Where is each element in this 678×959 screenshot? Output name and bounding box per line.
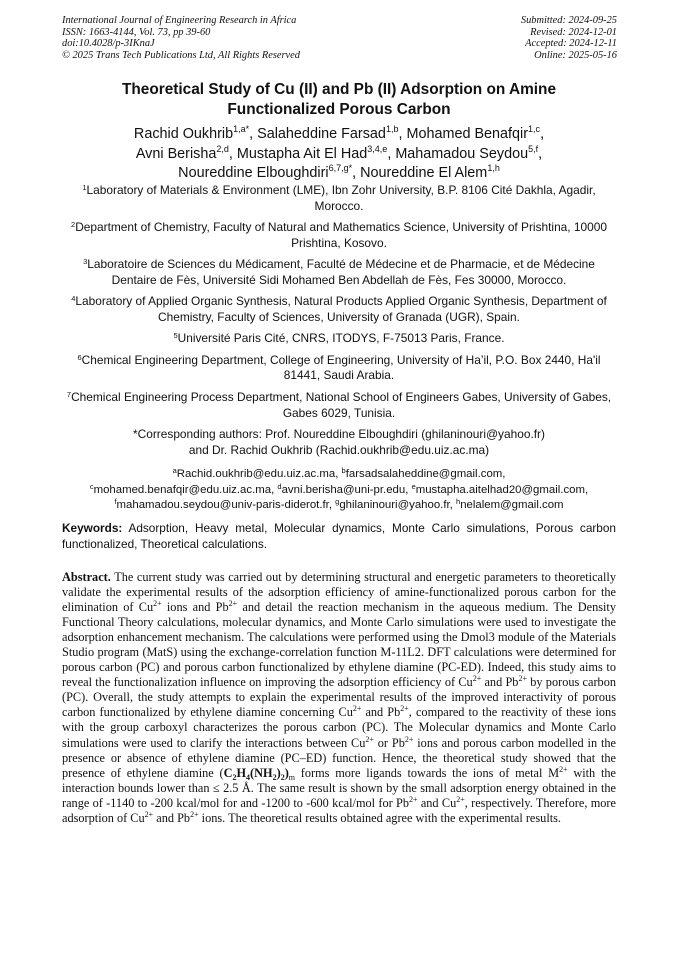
email-marker: e [411, 481, 416, 491]
online-date: Online: 2025-05-16 [534, 50, 617, 62]
email-address: farsadsalaheddine@gmail.com, [345, 468, 506, 481]
email-address: nelalem@gmail.com [460, 499, 564, 512]
author-affiliation-marker: 1,a* [233, 124, 250, 134]
affiliation [62, 331, 616, 347]
affiliation [62, 353, 616, 385]
author-name: Salaheddine Farsad [257, 126, 386, 142]
issn-line: ISSN: 1663-4144, Vol. 73, pp 39-60 [62, 26, 211, 38]
abstract-text: ions. The theoretical results obtained agree with the experimental results. [198, 810, 562, 825]
affiliation [62, 257, 616, 289]
abstract-text: , compared to the reactivity of these ions with the group carboxyl characterizes the porous carbon (PC). The Molecular dynamics and Monte Carlo simulations were used to clarify the interactions between Cu [62, 705, 616, 750]
affiliations [62, 183, 616, 513]
affiliation-number: 4 [71, 294, 76, 304]
email-address: mohamed.benafqir@edu.uiz.ac.ma, [93, 483, 278, 496]
affiliation-number: 2 [71, 220, 76, 230]
abstract-text: and Cu [417, 795, 457, 810]
abstract-text: forms more ligands towards the ions of metal M [295, 765, 560, 780]
author-emails [62, 467, 616, 513]
ion-charge: 2+ [404, 734, 414, 744]
ion-charge: 2+ [352, 704, 362, 714]
abstract-text: by porous carbon (PC). Overall, the study attempts to explain the experimental results of the improved interactivity of porous carbon functionalized by ethylene diamine concerning Cu [62, 675, 616, 720]
affiliation-text: Chemical Engineering Process Department, National School of Engineers Gabes, University of Gabes, Gabes 6029, Tunisia. [71, 389, 612, 420]
author-separator: , [538, 145, 543, 162]
author-separator: , [387, 145, 396, 162]
formula-subscript: 2 [232, 772, 237, 782]
abstract-text: The current study was carried out by determining structural and energetic parameters to theoretically validate the experimental results of the adsorption efficiency of amine-functionalized porous carbon for the elimination of Cu [62, 570, 616, 615]
formula-part: ) [276, 765, 281, 780]
keywords-label: Keywords: [62, 521, 123, 535]
ion-charge: 2+ [228, 599, 238, 609]
ion-charge: 2+ [400, 704, 409, 714]
author-name: Mahamadou Seydou [395, 145, 529, 162]
affiliation [62, 183, 616, 215]
author [257, 126, 406, 142]
author [406, 126, 544, 142]
affiliation-text: Chemical Engineering Department, College of Engineering, University of Ha’il, P.O. Box 2440, Ha'il 81441, Saudi Arabia. [81, 352, 601, 383]
author-affiliation-marker: 1,h [487, 163, 500, 173]
author-affiliation-marker: 1,b [385, 124, 399, 134]
author [135, 143, 237, 162]
ion-charge: 2+ [144, 809, 154, 819]
ion-charge: 2+ [153, 599, 162, 609]
revised-date: Revised: 2024-12-01 [530, 26, 617, 38]
author-affiliation-marker: 2,d [216, 143, 229, 154]
copyright-line: © 2025 Trans Tech Publications Ltd, All Rights Reserved [62, 50, 300, 62]
email-address: Rachid.oukhrib@edu.uiz.ac.ma, [176, 468, 342, 481]
abstract-text: and Pb [361, 705, 401, 720]
keywords [62, 520, 616, 552]
email-marker: h [456, 497, 461, 507]
doi-line: doi:10.4028/p-3IKnaJ [62, 38, 155, 50]
affiliation-number: 3 [83, 257, 88, 267]
corresponding-line-1: *Corresponding authors: Prof. Noureddine Elboughdiri (ghilaninouri@yahoo.fr) [133, 426, 545, 441]
ion-charge: 2+ [365, 734, 374, 744]
ion-charge: 2+ [559, 764, 568, 774]
formula-subscript: 2 [280, 772, 285, 782]
abstract-label: Abstract. [62, 570, 111, 584]
email-marker: c [89, 481, 94, 491]
abstract-text: and Pb [153, 810, 191, 825]
affiliation-number: 1 [82, 183, 87, 192]
accepted-date: Accepted: 2024-12-11 [525, 38, 617, 50]
author-separator: , [352, 165, 361, 181]
author-separator: , [228, 145, 237, 162]
affiliation-text: Laboratory of Materials & Environment (LME), Ibn Zohr University, B.P. 8106 Cité Dakhla, Agadir, Morocco. [86, 183, 596, 213]
formula-subscript: 4 [246, 772, 251, 782]
formula-part: ) [284, 765, 289, 780]
abstract-text: ions and Pb [161, 600, 229, 615]
ion-charge: 2+ [409, 794, 418, 804]
email-address: ghilaninouri@yahoo.fr, [339, 499, 457, 512]
affiliation-text: Department of Chemistry, Faculty of Natural and Mathematics Science, University of Prishtina, 10000 Prishtina, Kosovo. [75, 220, 607, 250]
ion-charge: 2+ [518, 674, 527, 684]
author-name: Noureddine El Alem [360, 165, 488, 181]
author-separator: , [540, 126, 545, 142]
abstract-text: , respectively. Therefore, more adsorption of Cu [62, 795, 616, 825]
abstract-text: or Pb [373, 735, 405, 750]
affiliation-text: Laboratory of Applied Organic Synthesis, Natural Products Applied Organic Synthesis, Department of Chemistry, Faculty of Sciences, University of Granada (UGR), Spain. [75, 294, 607, 325]
formula-subscript: m [288, 772, 296, 782]
author-name: Avni Berisha [135, 145, 217, 162]
journal-name: International Journal of Engineering Research in Africa [62, 15, 297, 26]
formula-part: C [223, 765, 233, 780]
abstract-text: with the interaction bounds lower than ≤ 2.5 Å. The same result is shown by the small adsorption energy obtained in the range of -1140 to -200 kcal/mol for and -1200 to -600 kcal/mol for Pb [62, 765, 616, 810]
ion-charge: 2+ [472, 674, 482, 684]
email-marker: d [277, 481, 282, 491]
abstract-text: and detail the reaction mechanism in the aqueous medium. The Density Functional Theory calculations, molecular dynamics, and Monte Carlo simulations were used to investigate the adsorption enhancement mechanism. The calculations were performed using the Dmol3 module of the Materials Studio program (MatS) using the exchange-correlation function M-11L2. DFT calculations were determined for porous carbon (PC) and porous carbon functionalized by ethylene diamine (PC-ED). Indeed, this study aims to reveal the functionalization influence on improving the adsorption efficiency of Cu [62, 600, 616, 690]
email-marker: g [335, 497, 340, 507]
author-name: Rachid Oukhrib [133, 126, 234, 142]
email-address: mustapha.aitelhad20@gmail.com, [415, 483, 589, 496]
author-name: Noureddine Elboughdiri [178, 165, 329, 181]
ethylene-diamine-formula [224, 766, 289, 780]
email-marker: a [172, 466, 177, 476]
ion-charge: 2+ [190, 809, 199, 819]
journal-info [62, 15, 300, 62]
keywords-text: Adsorption, Heavy metal, Molecular dynamics, Monte Carlo simulations, Porous carbon functionalized, Theoretical calculations. [62, 521, 616, 551]
abstract [62, 570, 616, 826]
formula-subscript: 2 [272, 772, 277, 782]
author-name: Mustapha Ait El Had [236, 145, 368, 162]
author [360, 165, 500, 181]
affiliation [62, 220, 616, 252]
author [395, 143, 543, 162]
formula-part: (NH [250, 765, 273, 780]
ion-charge: 2+ [456, 794, 465, 804]
email-address: avni.berisha@uni-pr.edu, [281, 483, 412, 496]
affiliation-number: 6 [77, 352, 82, 362]
abstract-text: ions and porous carbon modelled in the presence or absence of ethylene diamine (PC–ED) function. Hence, the theoretical study showed that the presence of ethylene diamine ( [62, 735, 616, 780]
author-list [70, 125, 608, 184]
affiliation [62, 390, 616, 422]
formula-part: H [236, 765, 247, 780]
author [178, 165, 360, 181]
author-name: Mohamed Benafqir [406, 126, 529, 142]
author-affiliation-marker: 3,4,e [367, 143, 388, 154]
abstract-text: and Pb [481, 675, 519, 690]
affiliation-text: Laboratoire de Sciences du Médicament, Faculté de Médecine et de Pharmacie, et de Médecine Dentaire de Fès, Université Sidi Mohamed Ben Abdellah de Fès, Fes 30000, Morocco. [87, 257, 595, 287]
affiliation-number: 5 [173, 331, 178, 341]
submitted-date: Submitted: 2024-09-25 [520, 15, 617, 26]
corresponding-authors [62, 427, 616, 459]
author-separator: , [249, 126, 258, 142]
author-affiliation-marker: 6,7,g* [328, 163, 353, 173]
corresponding-line-2: and Dr. Rachid Oukhrib (Rachid.oukhrib@edu.uiz.ac.ma) [188, 442, 490, 457]
publication-dates [521, 15, 617, 62]
email-address: mahamadou.seydou@univ-paris-diderot.fr, [116, 499, 336, 512]
paper-title: Theoretical Study of Cu (II) and Pb (II) Adsorption on Amine Functionalized Porous Carbon [121, 81, 557, 118]
email-marker: f [114, 497, 117, 507]
affiliation-number: 7 [66, 389, 72, 399]
author-affiliation-marker: 5,f [528, 143, 539, 154]
affiliation [62, 294, 616, 326]
email-marker: b [341, 466, 346, 476]
author-affiliation-marker: 1,c [528, 124, 541, 134]
author [236, 143, 396, 162]
affiliation-text: Université Paris Cité, CNRS, ITODYS, F-75013 Paris, France. [177, 331, 505, 346]
author [134, 126, 257, 142]
author-separator: , [398, 126, 407, 142]
